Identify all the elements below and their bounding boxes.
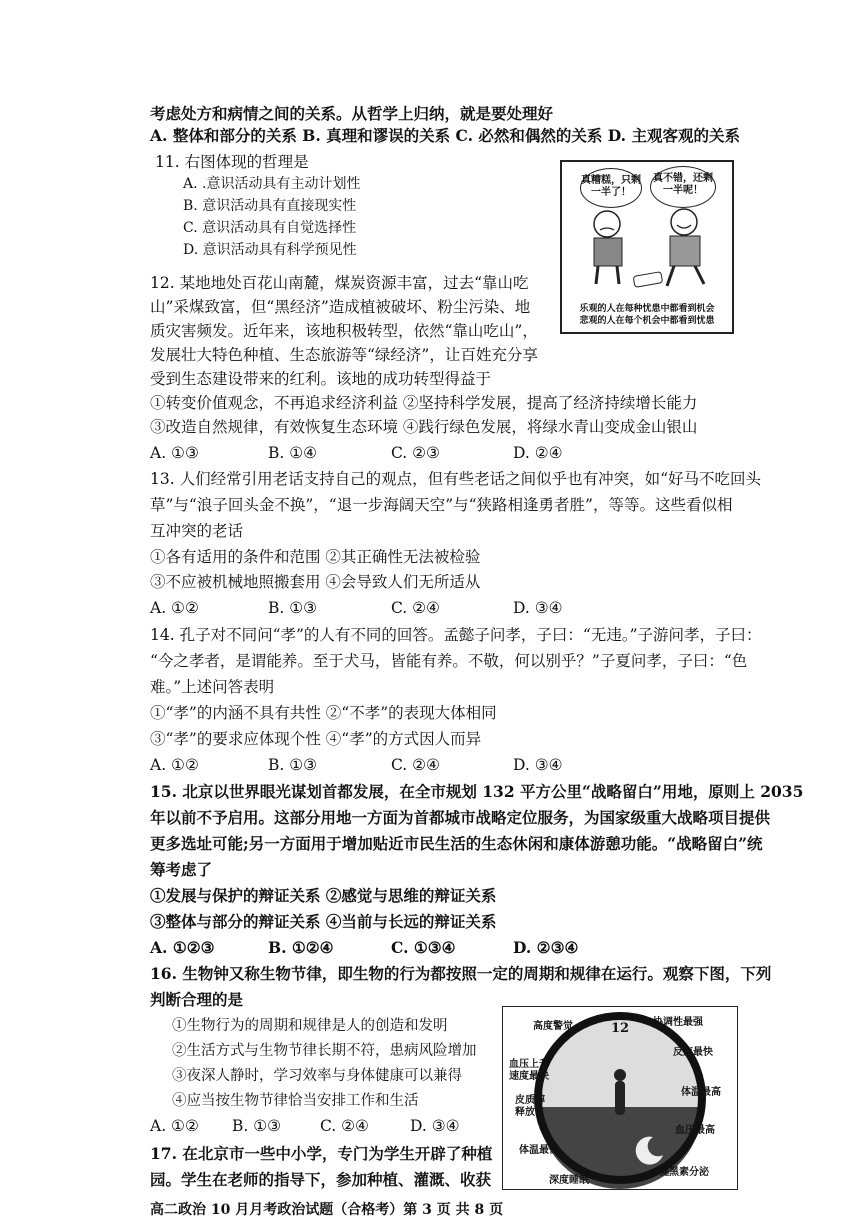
clock-label-temp-low: 体温最低 bbox=[519, 1145, 559, 1156]
question-12-statement-1-2: ①转变价值观念，不再追求经济利益 ②坚持科学发展，提高了经济持续增长能力 bbox=[150, 394, 698, 412]
clock-label-bp-high: 血压最高 bbox=[675, 1125, 715, 1136]
speech-bubble-right: 真不错，还剩一半呢！ bbox=[650, 166, 716, 208]
speech-bubble-left: 真糟糕，只剩一半了！ bbox=[580, 168, 642, 208]
question-10-options: A. 整体和部分的关系 B. 真理和谬误的关系 C. 必然和偶然的关系 D. 主观客观的关系 bbox=[150, 126, 740, 145]
question-14-statement-1-2: ①“孝”的内涵不具有共性 ②“不孝”的表现大体相同 bbox=[150, 704, 497, 722]
clock-label-melatonin: 褪黑素分泌 bbox=[659, 1167, 709, 1178]
question-14-line-2: “今之孝者，是谓能养。至于犬马，皆能有养。不敬，何以别乎？”子夏问孝，子曰：“色 bbox=[150, 652, 748, 670]
question-15-statement-1-2: ①发展与保护的辩证关系 ②感觉与思维的辩证关系 bbox=[150, 886, 497, 905]
answer-b: B. ①③ bbox=[268, 756, 318, 774]
question-15-line-2: 年以前不予启用。这部分用地一方面为首都城市战略定位服务，为国家级重大战略项目提供 bbox=[150, 808, 771, 827]
clock-label-deep-sleep: 深度睡眠 bbox=[549, 1175, 589, 1186]
answer-d: D. ③④ bbox=[513, 756, 563, 774]
question-13-statement-3-4: ③不应被机械地照搬套用 ④会导致人们无所适从 bbox=[150, 573, 481, 591]
answer-c: C. ②④ bbox=[320, 1117, 369, 1135]
cartoon-figures-icon bbox=[562, 162, 732, 292]
answer-c: C. ②④ bbox=[391, 756, 440, 774]
cartoon-caption-2: 悲观的人在每个机会中都看到忧患 bbox=[579, 316, 715, 326]
question-17-line-1: 17. 在北京市一些中小学，专门为学生开辟了种植 bbox=[150, 1144, 493, 1163]
question-14-answers bbox=[150, 755, 563, 775]
question-16-statement-2: ②生活方式与生物节律长期不符，患病风险增加 bbox=[172, 1043, 477, 1059]
question-13-line-1: 13. 人们经常引用老话支持自己的观点，但有些老话之间似乎也有冲突，如“好马不吃回头 bbox=[150, 470, 762, 488]
clock-label-blood-pressure-rise: 血压上升 bbox=[509, 1059, 549, 1070]
clock-label-coordination: 协调性最强 bbox=[653, 1017, 703, 1028]
question-12-line-4: 发展壮大特色种植、生态旅游等“绿经济”，让百姓充分享 bbox=[150, 346, 538, 364]
question-15-line-1: 15. 北京以世界眼光谋划首都发展，在全市规划 132 平方公里“战略留白”用地，原则上 2035 bbox=[150, 782, 804, 801]
question-13-statement-1-2: ①各有适用的条件和范围 ②其正确性无法被检验 bbox=[150, 548, 481, 566]
question-11-option-c: C. 意识活动具有自觉选择性 bbox=[183, 220, 357, 236]
question-13-answers bbox=[150, 598, 563, 618]
question-12-line-3: 质灾害频发。近年来，该地积极转型，依然“靠山吃山”， bbox=[150, 322, 538, 340]
answer-a: A. ①② bbox=[150, 1117, 199, 1135]
question-15-line-4: 筹考虑了 bbox=[150, 860, 213, 879]
page-footer: 高二政治 10 月月考政治试题（合格考）第 3 页 共 8 页 bbox=[150, 1202, 504, 1218]
question-16-answers bbox=[150, 1116, 460, 1136]
question-12-line-5: 受到生态建设带来的红利。该地的成功转型得益于 bbox=[150, 370, 492, 388]
answer-a: A. ①③ bbox=[150, 444, 199, 462]
question-14-statement-3-4: ③“孝”的要求应体现个性 ④“孝”的方式因人而异 bbox=[150, 730, 482, 748]
question-12-answers bbox=[150, 443, 563, 463]
question-14-line-1: 14. 孔子对不同问“孝”的人有不同的回答。孟懿子问孝，子曰：“无违。”子游问孝，子曰： bbox=[150, 626, 762, 644]
clock-label-high-alert: 高度警觉 bbox=[533, 1021, 573, 1032]
question-12-line-1: 12. 某地地处百花山南麓，煤炭资源丰富，过去“靠山吃 bbox=[150, 274, 529, 292]
answer-a: A. ①② bbox=[150, 756, 199, 774]
answer-c: C. ②③ bbox=[391, 444, 440, 462]
answer-b: B. ①④ bbox=[268, 444, 318, 462]
question-12-statement-3-4: ③改造自然规律，有效恢复生态环境 ④践行绿色发展，将绿水青山变成金山银山 bbox=[150, 418, 698, 436]
answer-a: A. ①②③ bbox=[150, 938, 215, 957]
clock-label-release: 释放 bbox=[515, 1107, 535, 1118]
question-15-answers bbox=[150, 938, 578, 958]
answer-c: C. ①③④ bbox=[391, 938, 456, 957]
clock-label-speed: 速度最快 bbox=[509, 1071, 549, 1082]
clock-label-cortisol: 皮质醇 bbox=[515, 1095, 545, 1106]
question-10-tail: 考虑处方和病情之间的关系。从哲学上归纳，就是要处理好 bbox=[150, 104, 554, 123]
question-16-line-1: 16. 生物钟又称生物节律，即生物的行为都按照一定的周期和规律在运行。观察下图，下列 bbox=[150, 964, 772, 983]
question-11-option-d: D. 意识活动具有科学预见性 bbox=[183, 242, 357, 258]
answer-b: B. ①③ bbox=[268, 599, 318, 617]
question-16-statement-1: ①生物行为的周期和规律是人的创造和发明 bbox=[172, 1018, 448, 1034]
clock-label-temp-high: 体温最高 bbox=[681, 1087, 721, 1098]
optimist-pessimist-cartoon bbox=[560, 160, 734, 334]
question-11-option-a: A. .意识活动具有主动计划性 bbox=[183, 176, 361, 192]
answer-b: B. ①③ bbox=[232, 1117, 282, 1135]
answer-d: D. ②④ bbox=[513, 444, 563, 462]
cartoon-caption-1: 乐观的人在每种忧患中都看到机会 bbox=[579, 304, 715, 314]
question-11-stem: 11. 右图体现的哲理是 bbox=[155, 153, 309, 171]
question-11-option-b: B. 意识活动具有直接现实性 bbox=[183, 198, 357, 214]
clock-number-12: 12 bbox=[611, 1021, 630, 1036]
question-16-statement-3: ③夜深人静时，学习效率与身体健康可以兼得 bbox=[172, 1068, 462, 1084]
question-12-line-2: 山”采煤致富，但“黑经济”造成植被破坏、粉尘污染、地 bbox=[150, 298, 531, 316]
question-17-line-2: 园。学生在老师的指导下，参加种植、灌溉、收获 bbox=[150, 1170, 492, 1189]
answer-a: A. ①② bbox=[150, 599, 199, 617]
answer-d: D. ③④ bbox=[410, 1117, 460, 1135]
question-16-statement-4: ④应当按生物节律恰当安排工作和生活 bbox=[172, 1093, 419, 1109]
question-16-line-2: 判断合理的是 bbox=[150, 990, 244, 1009]
question-13-line-2: 草”与“浪子回头金不换”，“退一步海阔天空”与“狭路相逢勇者胜”，等等。这些看似相 bbox=[150, 496, 733, 514]
question-13-line-3: 互冲突的老话 bbox=[150, 522, 244, 540]
answer-b: B. ①②④ bbox=[268, 938, 334, 957]
question-15-line-3: 更多选址可能;另一方面用于增加贴近市民生活的生态休闲和康体游憩功能。“战略留白”统 bbox=[150, 834, 763, 853]
answer-c: C. ②④ bbox=[391, 599, 440, 617]
question-15-statement-3-4: ③整体与部分的辩证关系 ④当前与长远的辩证关系 bbox=[150, 912, 497, 931]
answer-d: D. ②③④ bbox=[513, 938, 579, 957]
clock-label-reaction: 反应最快 bbox=[673, 1047, 713, 1058]
answer-d: D. ③④ bbox=[513, 599, 563, 617]
question-14-line-3: 难。”上述问答表明 bbox=[150, 678, 275, 696]
biological-clock-figure bbox=[502, 1006, 738, 1190]
